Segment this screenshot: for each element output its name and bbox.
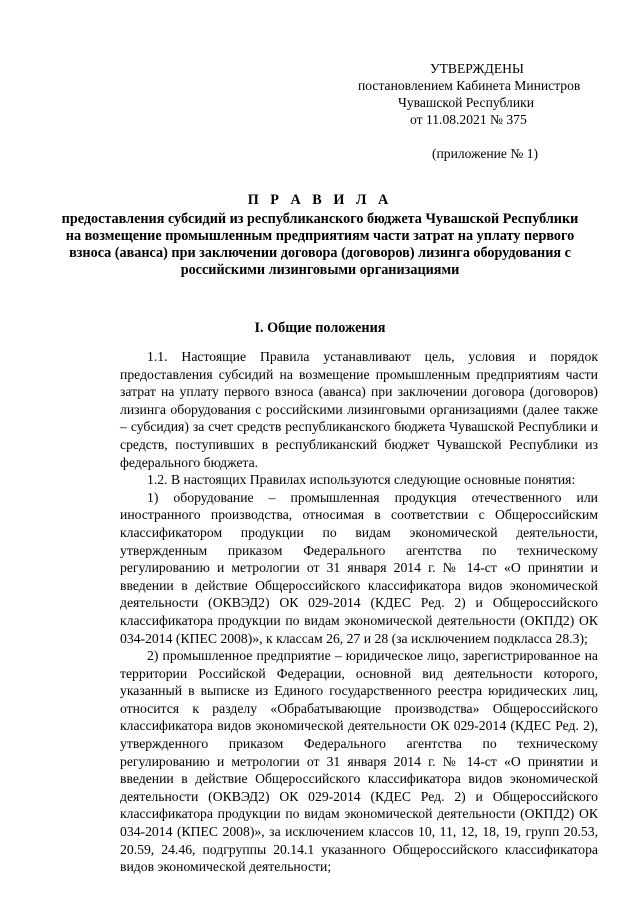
paragraph-1-1: 1.1. Настоящие Правила устанавливают цель, условия и порядок предоставления субсидий на возмещение промышленным предприятиям части затрат на уплату первого взноса (аванса) при заключении договора (договоров) лизинга оборудования с российскими лизинговыми организациями (далее также – субсидия) за счет средств республиканского бюджета Чувашской Республики и средств, поступивших в республиканский бюджет Чувашской Республики из федерального бюджета. [120,349,598,470]
approval-heading: УТВЕРЖДЕНЫ [430,61,524,76]
document-title [60,192,580,279]
document-body [120,348,598,876]
approval-date-number: от 11.08.2021 № 375 [410,112,527,127]
section-heading: I. Общие положения [254,320,386,336]
definition-equipment: 1) оборудование – промышленная продукция отечественного или иностранного производства, относимая в соответствии с Общероссийским классификатором продукции по видам экономической деятельности, утвержденным приказом Федерального агентства по техническому регулированию и метрологии от 31 января 2014 г. № 14-ст «О принятии и введении в действие Общероссийского классификатора видов экономической деятельности (ОКВЭД2) ОК 029-2014 (КДЕС Ред. 2) и Общероссийского классификатора продукции по видам экономической деятельности (ОКПД2) ОК 034-2014 (КПЕС 2008)», к классам 26, 27 и 28 (за исключением подкласса 28.3); [120,489,598,646]
annex-label: (приложение № 1) [432,146,539,161]
title-subtitle: предоставления субсидий из республиканского бюджета Чувашской Республики на возмещение промышленным предприятиям части затрат на уплату первого взноса (аванса) при заключении договора (договоров) лизинга оборудования с российскими лизинговыми организациями [61,211,579,278]
approval-authority: постановлением Кабинета Министров [358,78,581,93]
definition-industrial-enterprise: 2) промышленное предприятие – юридическое лицо, зарегистрированное на территории Российской Федерации, основной вид деятельности которого, указанный в выписке из Единого государственного реестра юридических лиц, относится к разделу «Обрабатывающие производства» Общероссийского классификатора видов экономической деятельности ОК 029-2014 (КДЕС Ред. 2), утвержденного приказом Федерального агентства по техническому регулированию и метрологии от 31 января 2014 г. № 14-ст «О принятии и введении в действие Общероссийского классификатора видов экономической деятельности (ОКВЭД2) ОК 029-2014 (КДЕС Ред. 2) и Общероссийского классификатора продукции по видам экономической деятельности (ОКПД2) ОК 034-2014 (КПЕС 2008)», за исключением классов 10, 11, 12, 18, 19, групп 20.53, 20.59, 24.46, подгруппы 20.14.1 указанного Общероссийского классификатора видов экономической деятельности; [120,648,598,875]
approval-stamp [358,60,618,162]
approval-region: Чувашской Республики [398,95,534,110]
title-main: П Р А В И Л А [247,192,393,208]
paragraph-1-2: 1.2. В настоящих Правилах используются следующие основные понятия: [147,472,576,488]
